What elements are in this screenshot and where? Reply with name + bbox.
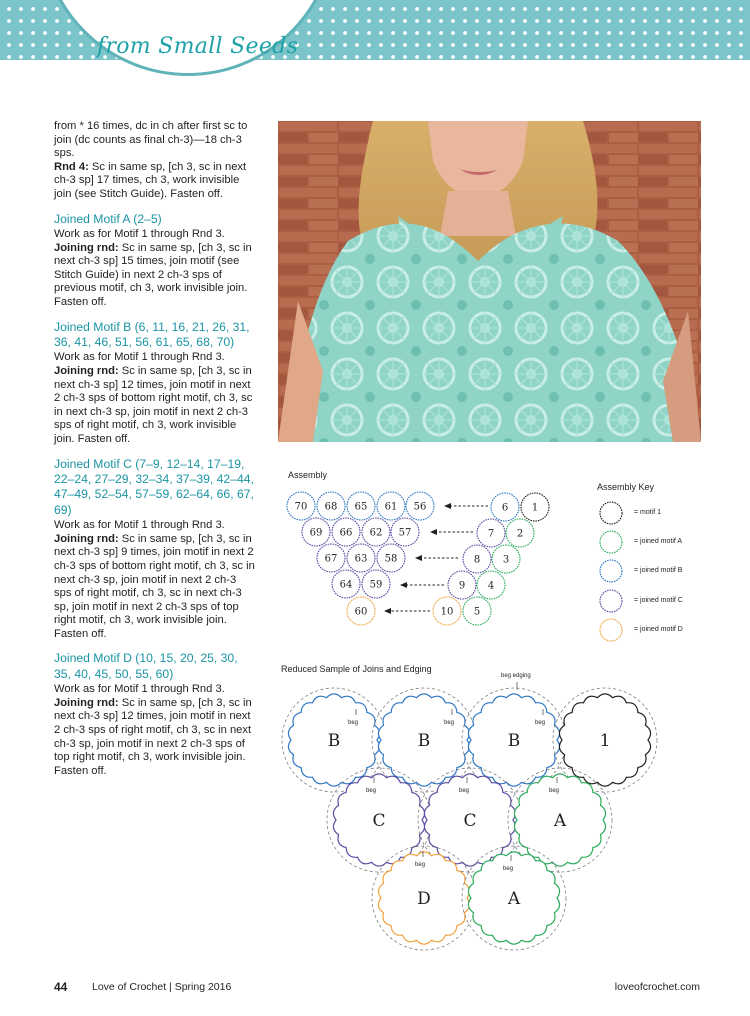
assembly-motif-label: 10	[440, 606, 454, 618]
assembly-motif-label: 5	[473, 606, 481, 618]
assembly-motif-label: 56	[413, 501, 427, 513]
assembly-motif-label: 8	[473, 554, 481, 566]
section-intro: Work as for Motif 1 through Rnd 3.	[54, 227, 225, 240]
body-paragraph: Rnd 4: Sc in same sp, [ch 3, sc in next ch-3 sp] 17 times, ch 3, work invisible join (see Stitch Guide). Fasten off.	[54, 160, 247, 200]
section-instructions: Joining rnd: Sc in same sp, [ch 3, sc in next ch-3 sp] 12 times, join motif in next 2 ch-3 sps of bottom right motif, ch 3, sc in next ch-3 sp, join motif in next 2 ch-3 sps of right motif, ch 3, work invisible join. Fasten off.	[54, 364, 253, 445]
beg-marker-label: beg	[458, 788, 470, 794]
section-brand: from Small Seeds	[97, 34, 299, 59]
key-label-motif-c: = joined motif C	[634, 597, 683, 604]
assembly-motif-label: 62	[369, 527, 383, 539]
beg-marker-label: beg	[414, 862, 426, 868]
website-url: loveofcrochet.com	[614, 981, 700, 993]
sample-motif-label: B	[327, 731, 341, 751]
key-label-motif-a: = joined motif A	[634, 538, 683, 545]
sample-motif-label: C	[463, 811, 477, 831]
beg-marker-label: beg	[534, 720, 546, 726]
assembly-motif-label: 65	[354, 501, 368, 513]
sample-motif-label: A	[507, 889, 521, 909]
sample-motif-label: D	[417, 889, 431, 909]
assembly-motif-label: 67	[324, 553, 338, 565]
section-heading-motif-d: Joined Motif D (10, 15, 20, 25, 30, 35, 40, 45, 50, 55, 60)	[54, 651, 238, 681]
assembly-title: Assembly	[288, 470, 328, 480]
section-instructions: Joining rnd: Sc in same sp, [ch 3, sc in next ch-3 sp] 15 times, join motif (see Stitch Guide) in next 2 ch-3 sps of previous motif, ch 3, work invisible join. Fasten off.	[54, 241, 252, 308]
key-label-motif-b: = joined motif B	[634, 567, 683, 574]
beg-edging-label: beg edging	[501, 673, 531, 679]
assembly-motif-label: 60	[354, 606, 368, 618]
page-number: 44	[54, 980, 68, 994]
beg-marker-label: beg	[548, 788, 560, 794]
assembly-motif-label: 68	[324, 501, 338, 513]
beg-marker-label: beg	[347, 720, 359, 726]
sample-motif-label: B	[417, 731, 431, 751]
assembly-motif-label: 63	[354, 553, 368, 565]
section-intro: Work as for Motif 1 through Rnd 3.	[54, 351, 225, 364]
section-intro: Work as for Motif 1 through Rnd 3.	[54, 683, 225, 696]
assembly-motif-label: 6	[501, 502, 509, 514]
assembly-motif-label: 70	[294, 501, 308, 513]
section-instructions: Joining rnd: Sc in same sp, [ch 3, sc in next ch-3 sp] 12 times, join motif in next 2 ch-3 sps of right motif, ch 3, sc in next ch-3 sp, join motif in next 2 ch-3 sps of top right motif, ch 3, work invisible join. Fasten off.	[54, 696, 252, 777]
assembly-motif-label: 64	[339, 579, 353, 591]
assembly-key-title: Assembly Key	[597, 482, 655, 492]
sample-motif-label: C	[372, 811, 386, 831]
beg-marker-label: beg	[502, 866, 514, 872]
section-heading-motif-c: Joined Motif C (7–9, 12–14, 17–19, 22–24, 27–29, 32–34, 37–39, 42–44, 47–49, 52–54, 57–59, 62–64, 66, 67, 69)	[54, 456, 254, 517]
magazine-credit: Love of Crochet | Spring 2016	[92, 981, 232, 993]
assembly-motif-label: 2	[516, 528, 524, 540]
sample-motif-label: A	[553, 811, 567, 831]
assembly-motif-label: 66	[339, 527, 353, 539]
section-heading-motif-a: Joined Motif A (2–5)	[54, 211, 162, 226]
assembly-motif-label: 4	[487, 580, 495, 592]
beg-marker-label: beg	[443, 720, 455, 726]
assembly-motif-label: 59	[369, 579, 383, 591]
key-label-motif-d: = joined motif D	[634, 626, 683, 633]
section-instructions: Joining rnd: Sc in same sp, [ch 3, sc in next ch-3 sp] 9 times, join motif in next 2 ch-3 sps of bottom right motif, ch 3, sc in next ch-3 sp, join motif in next 2 ch-3 sps of right motif, ch 3, sc in next ch-3 sp, join motif in next 2 ch-3 sps of top right motif, ch 3, work invisible join. Fasten off.	[54, 532, 255, 640]
assembly-motif-label: 61	[384, 501, 398, 513]
assembly-motif-label: 3	[502, 554, 510, 566]
assembly-motif-label: 7	[487, 528, 495, 540]
body-paragraph: from * 16 times, dc in ch after first sc to join (dc counts as final ch-3)—18 ch-3 sps.	[54, 120, 248, 160]
section-heading-motif-b: Joined Motif B (6, 11, 16, 21, 26, 31, 36, 41, 46, 51, 56, 61, 65, 68, 70)	[54, 319, 250, 349]
assembly-motif-label: 9	[458, 580, 466, 592]
sample-motif-label: 1	[599, 731, 611, 751]
assembly-motif-label: 69	[309, 527, 323, 539]
sample-motif-label: B	[507, 731, 521, 751]
beg-marker-label: beg	[365, 788, 377, 794]
assembly-motif-label: 57	[398, 527, 412, 539]
sample-title: Reduced Sample of Joins and Edging	[281, 664, 432, 674]
assembly-motif-label: 1	[531, 502, 539, 514]
key-label-motif-1: = motif 1	[634, 509, 662, 516]
section-intro: Work as for Motif 1 through Rnd 3.	[54, 519, 225, 532]
assembly-motif-label: 58	[384, 553, 398, 565]
